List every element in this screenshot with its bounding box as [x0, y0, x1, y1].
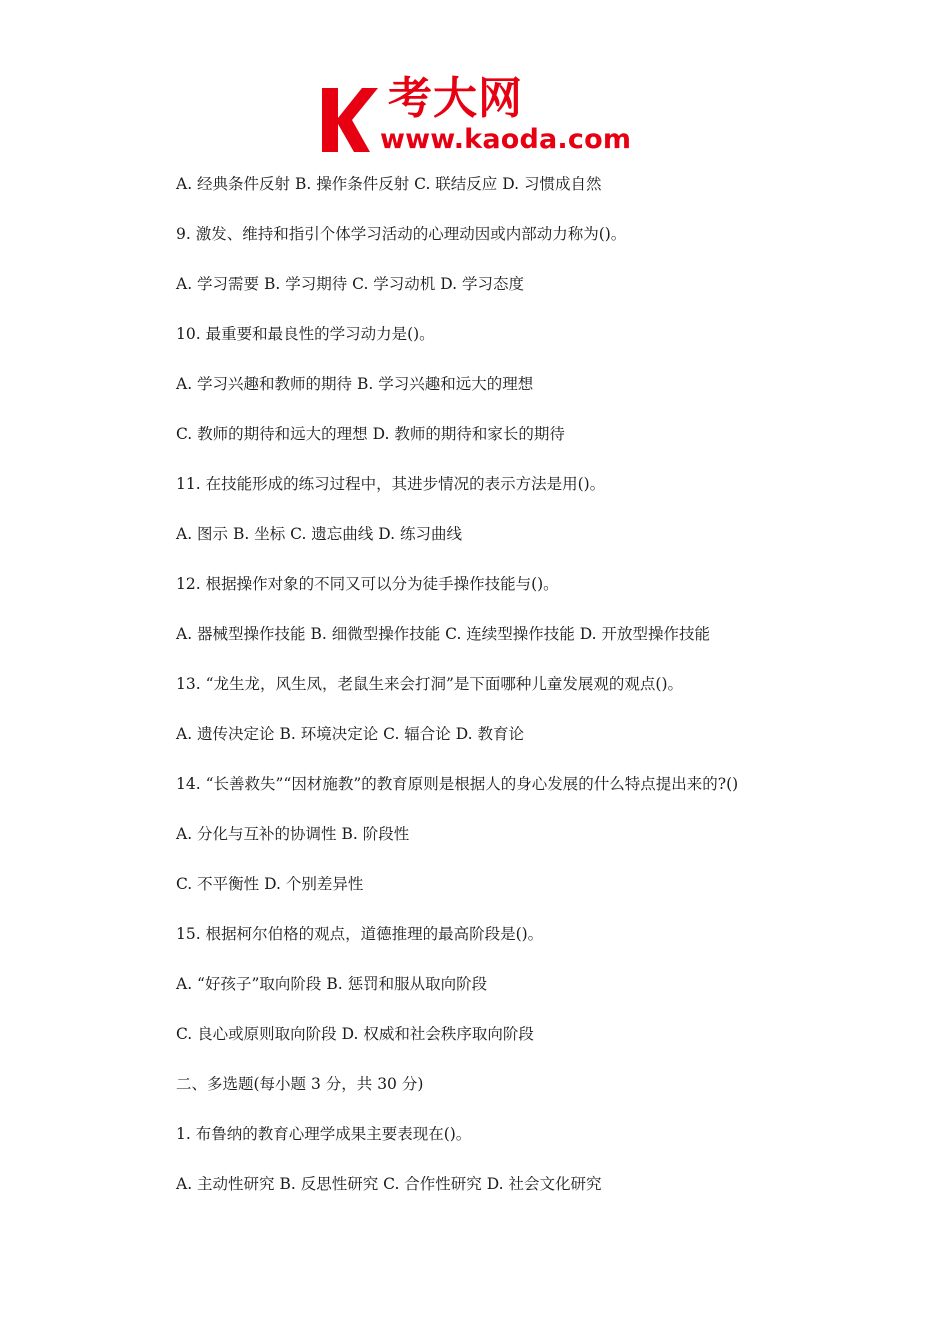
answer-options-q10-cd: C. 教师的期待和远大的理想 D. 教师的期待和家长的期待 — [176, 425, 565, 443]
answer-options-q15-cd: C. 良心或原则取向阶段 D. 权威和社会秩序取向阶段 — [176, 1025, 534, 1043]
answer-options-q15-ab: A. “好孩子”取向阶段 B. 惩罚和服从取向阶段 — [176, 975, 488, 993]
logo-url-text: www.kaoda.com — [380, 124, 632, 155]
question-14: 14. “长善救失”“因材施教”的教育原则是根据人的身心发展的什么特点提出来的?() — [176, 775, 739, 793]
question-12: 12. 根据操作对象的不同又可以分为徒手操作技能与()。 — [176, 575, 559, 593]
question-11: 11. 在技能形成的练习过程中，其进步情况的表示方法是用()。 — [176, 475, 606, 493]
question-9: 9. 激发、维持和指引个体学习活动的心理动因或内部动力称为()。 — [176, 225, 627, 243]
answer-options-q13: A. 遗传决定论 B. 环境决定论 C. 辐合论 D. 教育论 — [176, 725, 524, 743]
answer-options-q12: A. 器械型操作技能 B. 细微型操作技能 C. 连续型操作技能 D. 开放型操作技能 — [176, 625, 710, 643]
answer-options-q14-ab: A. 分化与互补的协调性 B. 阶段性 — [176, 825, 410, 843]
document-body — [145, 172, 825, 1222]
answer-options-q11: A. 图示 B. 坐标 C. 遗忘曲线 D. 练习曲线 — [176, 525, 462, 543]
answer-options-q14-cd: C. 不平衡性 D. 个别差异性 — [176, 875, 364, 893]
question-10: 10. 最重要和最良性的学习动力是()。 — [176, 325, 435, 343]
answer-options-q10-ab: A. 学习兴趣和教师的期待 B. 学习兴趣和远大的理想 — [176, 375, 534, 393]
answer-options-q9: A. 学习需要 B. 学习期待 C. 学习动机 D. 学习态度 — [176, 275, 524, 293]
question-13: 13. “龙生龙，风生凤，老鼠生来会打洞”是下面哪种儿童发展观的观点()。 — [176, 675, 684, 693]
question-mc-1: 1. 布鲁纳的教育心理学成果主要表现在()。 — [176, 1125, 472, 1143]
kaoda-logo — [318, 73, 640, 162]
question-15: 15. 根据柯尔伯格的观点，道德推理的最高阶段是()。 — [176, 925, 544, 943]
answer-options-q8: A. 经典条件反射 B. 操作条件反射 C. 联结反应 D. 习惯成自然 — [176, 175, 602, 193]
logo-brand-text: 考大网 — [388, 73, 523, 124]
section-heading-multiple-choice: 二、多选题(每小题 3 分，共 30 分) — [176, 1075, 424, 1093]
answer-options-mc-1: A. 主动性研究 B. 反思性研究 C. 合作性研究 D. 社会文化研究 — [176, 1175, 602, 1193]
k-logo-icon — [318, 84, 380, 156]
